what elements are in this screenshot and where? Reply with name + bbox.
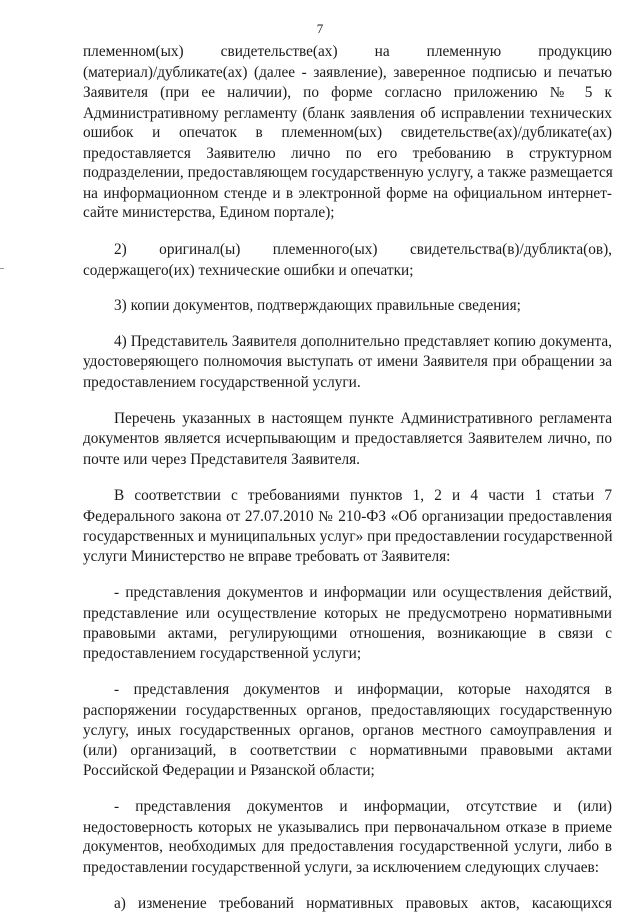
text-line: предоставляется Заявителю лично по его требованию в структурном — [83, 145, 612, 162]
text-line: подразделении, предоставляющем государственную услугу, а также размещается — [83, 164, 613, 181]
text-line: Перечень указанных в настоящем пункте Административного регламента — [114, 410, 612, 427]
text-line: (или) организаций, в соответствии с нормативными правовыми актами — [83, 742, 612, 759]
text-line: удостоверяющего полномочия выступать от имени Заявителя при обращении за — [83, 353, 612, 370]
text-line: - представления документов и информации, отсутствие и (или) — [114, 798, 612, 815]
text-line: ошибок и опечаток в племенном(ых) свидетельстве(ах)/дубликате(ах) — [83, 124, 612, 141]
page-number: 7 — [316, 21, 324, 36]
text-line: племенном(ых) свидетельстве(ах) на племенную продукцию — [83, 43, 612, 60]
text-line: Заявителя (при ее наличии), по форме согласно приложению № 5 к — [83, 84, 612, 101]
text-line: содержащего(их) технические ошибки и опечатки; — [83, 262, 414, 279]
text-line: услугу, иных государственных органов, органов местного самоуправления и — [83, 722, 612, 739]
text-line: на информационном стенде и в электронной форме на официальном интернет- — [83, 185, 612, 202]
text-line: документов является исчерпывающим и предоставляется Заявителем лично, по — [83, 430, 612, 447]
text-line: предоставлением государственной услуги; — [83, 645, 362, 662]
text-line: недостоверность которых не указывались при первоначальном отказе в приеме — [83, 819, 612, 836]
text-line: распоряжении государственных органов, предоставляющих государственную — [83, 702, 612, 719]
text-line: 4) Представитель Заявителя дополнительно представляет копию документа, — [114, 333, 612, 350]
text-line: представление или осуществление которых не предусмотрено нормативными — [83, 605, 612, 622]
text-line: - представления документов и информации или осуществления действий, — [114, 584, 612, 601]
text-line: сайте министерства, Едином портале); — [83, 204, 335, 221]
text-line: - представления документов и информации, которые находятся в — [114, 681, 612, 698]
text-line: Административному регламенту (бланк заявления об исправлении технических — [83, 105, 612, 122]
text-line: предоставлении государственной услуги, за исключением следующих случаев: — [83, 859, 600, 876]
text-line: правовыми актами, регулирующими отношения, возникающие в связи с — [83, 625, 612, 642]
text-line: документов, необходимых для предоставления государственной услуги, либо в — [83, 838, 612, 855]
text-line: 2) оригинал(ы) племенного(ых) свидетельства(в)/дубликта(ов), — [114, 241, 612, 258]
text-line: В соответствии с требованиями пунктов 1, 2 и 4 части 1 статьи 7 — [114, 487, 612, 504]
text-line: (материал)/дубликате(ах) (далее - заявление), заверенное подписью и печатью — [83, 64, 612, 81]
text-line: Российской Федерации и Рязанской области; — [83, 762, 375, 779]
text-line: 3) копии документов, подтверждающих правильные сведения; — [114, 297, 521, 314]
scan-fold-mark — [0, 268, 4, 269]
text-line: государственных и муниципальных услуг» при предоставлении государственной — [83, 528, 613, 545]
text-line: предоставлением государственной услуги. — [83, 374, 361, 391]
text-line: Федерального закона от 27.07.2010 № 210-ФЗ «Об организации предоставления — [83, 508, 612, 525]
text-line: услуги Министерство не вправе требовать от Заявителя: — [83, 548, 451, 565]
text-line: почте или через Представителя Заявителя. — [83, 451, 360, 468]
text-line: а) изменение требований нормативных правовых актов, касающихся — [114, 895, 612, 912]
